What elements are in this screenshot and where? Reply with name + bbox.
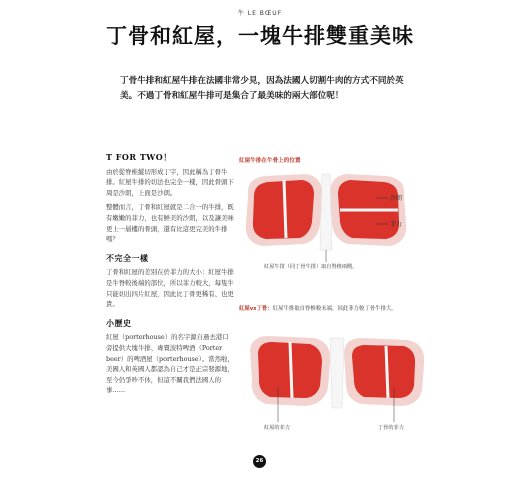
intro-paragraph: 丁骨牛排和紅屋牛排在法國非常少見，因為法國人切割牛肉的方式不同於英美。不過丁骨和紅屋牛排可是集合了最美味的兩大部位呢！	[120, 76, 404, 101]
paragraph: 整體而言，丁骨和紅屋就是二合一的牛排，既有嫩嫩的菲力，也有鮮美的沙朗，以及讓美味更上一層樓的骨頭，還有比這更完美的牛排嗎？	[106, 203, 234, 244]
figure1-caption: 紅屋牛排在牛骨上的位置	[239, 158, 301, 164]
label-fillet: 菲力	[390, 221, 403, 228]
section-header-tag: 牛 LE BŒUF	[237, 10, 283, 17]
label-sirloin: 沙朗	[390, 195, 403, 202]
section-heading-difference: 不完全一樣	[106, 252, 149, 263]
section-heading-history: 小歷史	[106, 317, 132, 328]
paragraph: 丁骨和紅屋的差別在於菲力的大小：紅屋牛排是牛脊較後端的部位，所以菲力較大，每隻牛只能切出四片紅屋，因此比丁骨更稀有、也更貴。	[106, 268, 234, 309]
figure2-caption	[239, 304, 439, 312]
figure2-caption-text: 紅屋牛排取自脊椎較末端，因此菲力較丁骨牛排大。	[272, 306, 397, 312]
label-tbone-both-sides: 紅屋牛排（同丁骨牛排）取自脊椎兩側。	[264, 264, 358, 270]
figure2-caption-bold: 紅屋vs丁骨：	[239, 306, 273, 312]
section-heading-t-for-two: T FOR TWO！	[106, 152, 172, 162]
label-tbone-fillet: 丁骨的菲力	[378, 425, 404, 431]
porterhouse-vs-tbone-illustration	[244, 328, 434, 428]
label-porterhouse-fillet: 紅屋的菲力	[264, 425, 290, 431]
page-number: 26	[253, 455, 266, 468]
page-title: 丁骨和紅屋，一塊牛排雙重美味	[106, 24, 414, 48]
paragraph: 紅屋（porterhouse）的名字源自過去港口旁提供大塊牛排、專賣波特啤酒（Porter beer）的啤酒屋（porterhouse）。當然啦，美國人和英國人都認為自己才是正宗發源地，至今仍爭吵不休，但這不關我們法國人的事……	[106, 333, 234, 395]
paragraph: 由於從脊椎縱切形成丁字，因此稱為丁骨牛排。紅屋牛排的切法也完全一樣，因此骨頭下周是沙朗，上面是沙朗。	[106, 167, 234, 197]
porterhouse-on-spine-illustration	[236, 166, 416, 296]
left-column	[106, 152, 234, 400]
